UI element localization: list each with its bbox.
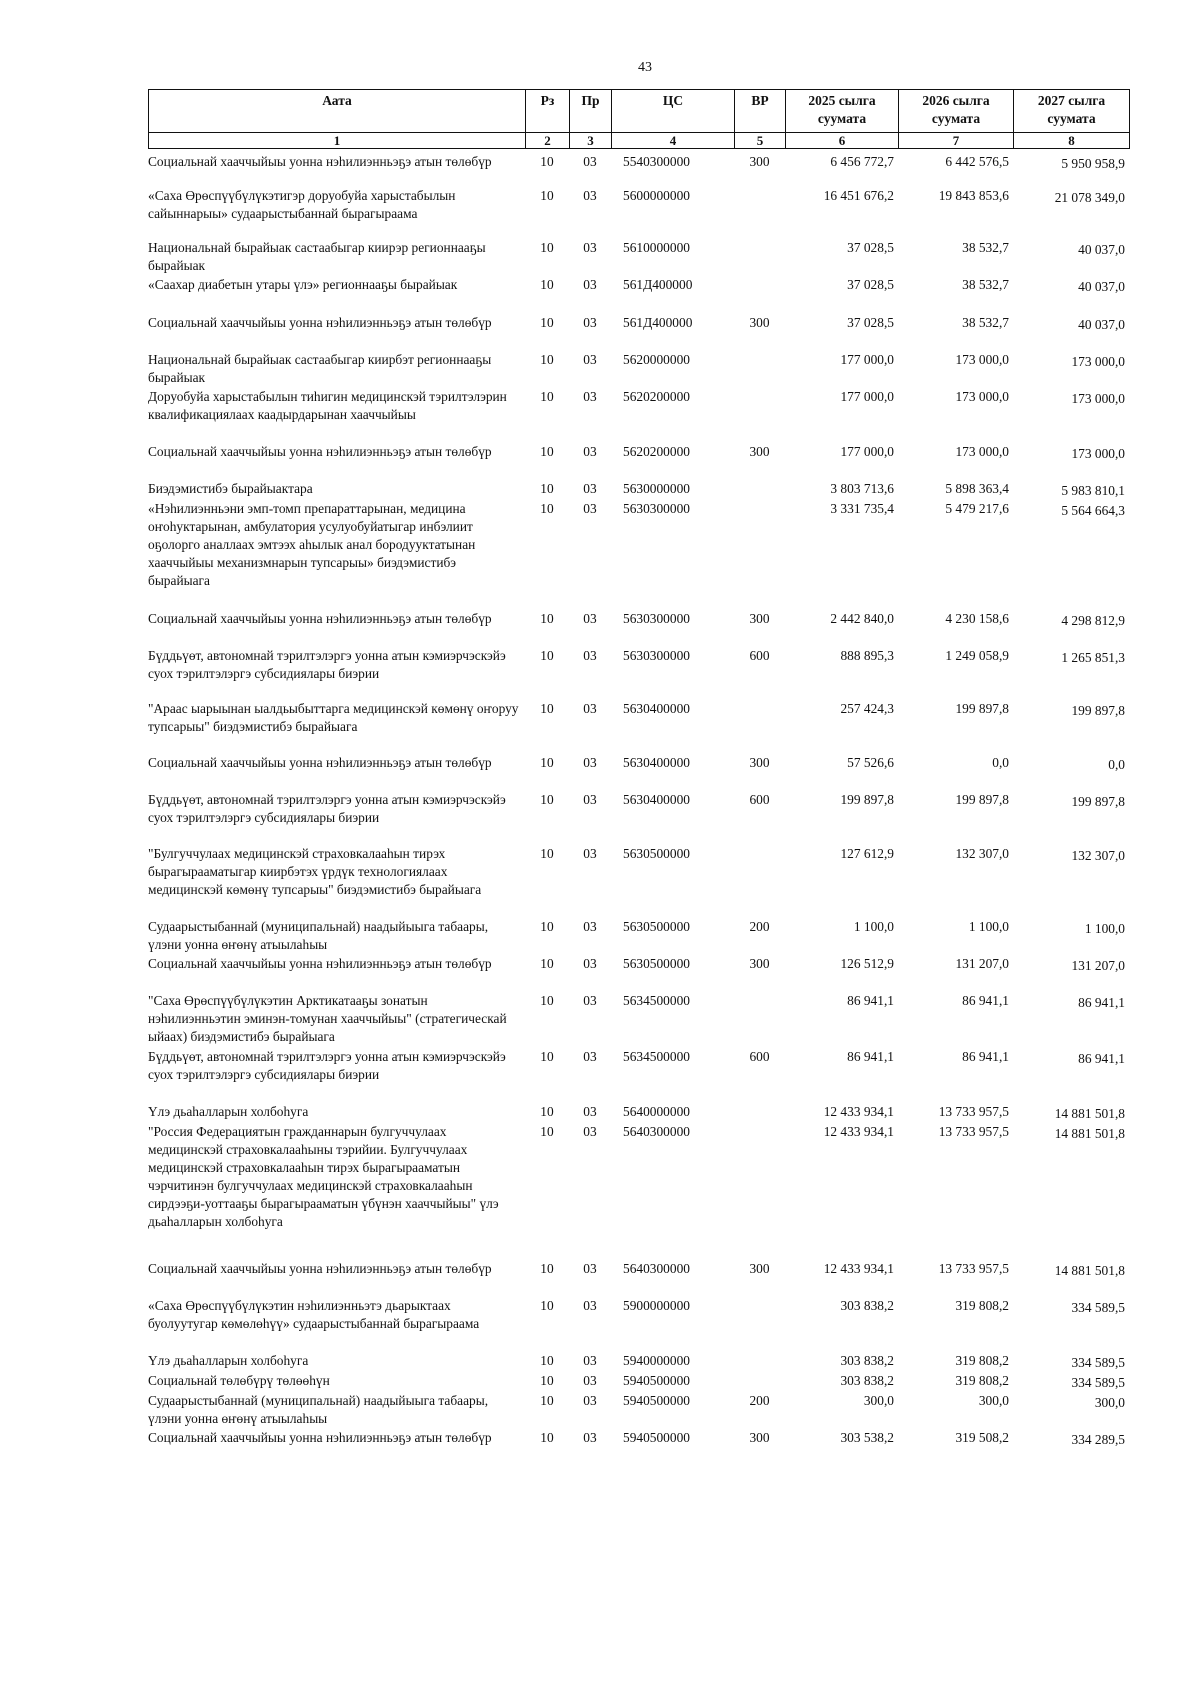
- row-pr: 03: [583, 1298, 597, 1313]
- row-amount-2027: 334 589,5: [1071, 1355, 1125, 1370]
- row-rz: 10: [540, 1353, 554, 1368]
- column-number: 8: [1014, 133, 1130, 149]
- row-vr-code: [734, 239, 785, 276]
- row-pr: 03: [583, 648, 597, 663]
- table-row: [148, 1372, 1129, 1392]
- row-amount-2026: 199 897,8: [955, 792, 1009, 807]
- row-amount-2027: 334 589,5: [1071, 1375, 1125, 1390]
- row-cs-code: 5630400000: [623, 792, 690, 807]
- row-cs-code: 5940000000: [623, 1353, 690, 1368]
- row-amount-2025: 300,0: [863, 1393, 894, 1408]
- row-pr: 03: [583, 611, 597, 626]
- table-row: [148, 955, 1129, 992]
- row-pr: 03: [583, 956, 597, 971]
- row-description: "Россия Федерациятын гражданнарын булгуччулаах медицинскэй страховкалааһыны тэрийии. Булгуччулаах медицинскэй страховкалааһын тирэх бырагырааматын чэрчитинэн булгуччулаах медицинскэй страховкалааһын сирдээҕи-уоттааҕы бырагырааматын үбүнэн хааччыйыы" үлэ дьаһалларын холбоһуга: [148, 1124, 499, 1229]
- row-description: "Булгуччулаах медицинскэй страховкалааһын тирэх бырагырааматыгар киирбэтэх үрдүк технологиялаах медицинскэй көмөнү тупсарыы" биэдэмистибэ бырайыага: [148, 846, 482, 897]
- row-rz: 10: [540, 315, 554, 330]
- column-number: 6: [786, 133, 899, 149]
- row-amount-2027: 173 000,0: [1071, 354, 1125, 369]
- table-row: [148, 187, 1129, 239]
- row-rz: 10: [540, 444, 554, 459]
- row-cs-code: 5540300000: [623, 154, 690, 169]
- row-description: Социальнай хааччыйыы уонна нэһилиэнньэҕэ атын төлөбүр: [148, 154, 492, 169]
- row-pr: 03: [583, 1373, 597, 1388]
- row-amount-2026: 0,0: [992, 755, 1009, 770]
- row-amount-2025: 12 433 934,1: [823, 1261, 894, 1276]
- row-rz: 10: [540, 501, 554, 516]
- column-number: 3: [570, 133, 612, 149]
- row-amount-2026: 131 207,0: [955, 956, 1009, 971]
- row-amount-2027: 40 037,0: [1078, 242, 1125, 257]
- row-description: Социальнай хааччыйыы уонна нэһилиэнньэҕэ атын төлөбүр: [148, 1261, 492, 1276]
- table-row: [148, 845, 1129, 918]
- row-cs-code: 5600000000: [623, 188, 690, 203]
- row-description: Национальнай бырайыак састаабыгар киирбэт регионнааҕы бырайыак: [148, 352, 492, 385]
- row-cs-code: 5640000000: [623, 1104, 690, 1119]
- row-amount-2026: 4 230 158,6: [945, 611, 1009, 626]
- row-amount-2026: 5 898 363,4: [945, 481, 1009, 496]
- row-pr: 03: [583, 846, 597, 861]
- row-pr: 03: [583, 315, 597, 330]
- page-number: 43: [638, 60, 652, 75]
- header-name: Аата: [149, 90, 526, 133]
- row-cs-code: 5620200000: [623, 444, 690, 459]
- row-amount-2027: 5 564 664,3: [1061, 503, 1125, 518]
- budget-table: [148, 153, 1129, 1466]
- row-vr-code: 300: [749, 1430, 770, 1445]
- row-vr-code: [734, 276, 785, 314]
- table-row: [148, 992, 1129, 1048]
- row-amount-2027: 5 950 958,9: [1061, 156, 1125, 171]
- column-number: 5: [735, 133, 786, 149]
- row-amount-2025: 126 512,9: [840, 956, 894, 971]
- row-amount-2027: 86 941,1: [1078, 995, 1125, 1010]
- row-amount-2026: 13 733 957,5: [938, 1261, 1009, 1276]
- row-rz: 10: [540, 792, 554, 807]
- table-row: [148, 388, 1129, 443]
- row-pr: 03: [583, 154, 597, 169]
- row-rz: 10: [540, 919, 554, 934]
- row-amount-2025: 303 838,2: [840, 1373, 894, 1388]
- row-amount-2026: 173 000,0: [955, 389, 1009, 404]
- row-vr-code: [734, 1297, 785, 1352]
- row-pr: 03: [583, 993, 597, 1008]
- row-pr: 03: [583, 389, 597, 404]
- row-rz: 10: [540, 154, 554, 169]
- row-pr: 03: [583, 701, 597, 716]
- row-amount-2027: 40 037,0: [1078, 279, 1125, 294]
- row-amount-2027: 334 589,5: [1071, 1300, 1125, 1315]
- column-number: 4: [612, 133, 735, 149]
- row-description: Бүддьүөт, автономнай тэрилтэлэргэ уонна атын кэмиэрчэскэйэ суох тэрилтэлэргэ субсидиялары биэрии: [148, 792, 506, 825]
- row-vr-code: 600: [749, 648, 770, 663]
- row-rz: 10: [540, 352, 554, 367]
- row-amount-2026: 86 941,1: [962, 993, 1009, 1008]
- row-vr-code: [734, 1352, 785, 1372]
- table-row: [148, 480, 1129, 500]
- row-description: Үлэ дьаһалларын холбоһуга: [148, 1353, 309, 1368]
- row-rz: 10: [540, 755, 554, 770]
- row-vr-code: 300: [749, 611, 770, 626]
- row-rz: 10: [540, 648, 554, 663]
- row-description: "Араас ыарыынан ыалдьыбыттарга медицинскэй көмөнү оҥоруу тупсарыы" биэдэмистибэ бырайыага: [148, 701, 519, 734]
- row-vr-code: [734, 1123, 785, 1260]
- row-description: «Саха Өрөспүүбүлүкэтигэр доруобуйа харыстабылын сайыннарыы» судаарыстыбаннай бырагыраама: [148, 188, 456, 221]
- row-pr: 03: [583, 1124, 597, 1139]
- table-row: [148, 700, 1129, 754]
- table-row: [148, 1392, 1129, 1429]
- row-vr-code: 300: [749, 755, 770, 770]
- header-rz: Рз: [526, 90, 570, 133]
- row-pr: 03: [583, 1104, 597, 1119]
- row-rz: 10: [540, 188, 554, 203]
- row-cs-code: 5620000000: [623, 352, 690, 367]
- table-row: [148, 314, 1129, 351]
- row-amount-2026: 199 897,8: [955, 701, 1009, 716]
- row-rz: 10: [540, 846, 554, 861]
- row-amount-2025: 2 442 840,0: [830, 611, 894, 626]
- table-row: [148, 239, 1129, 276]
- row-vr-code: [734, 480, 785, 500]
- row-description: Социальнай хааччыйыы уонна нэһилиэнньэҕэ атын төлөбүр: [148, 755, 492, 770]
- row-pr: 03: [583, 1393, 597, 1408]
- row-vr-code: [734, 500, 785, 610]
- row-cs-code: 5630000000: [623, 481, 690, 496]
- row-cs-code: 5634500000: [623, 993, 690, 1008]
- row-cs-code: 5630400000: [623, 755, 690, 770]
- row-amount-2025: 303 838,2: [840, 1353, 894, 1368]
- row-amount-2025: 86 941,1: [847, 993, 894, 1008]
- table-row: [148, 1103, 1129, 1123]
- row-cs-code: 5630500000: [623, 846, 690, 861]
- row-description: "Саха Өрөспүүбүлүкэтин Арктикатааҕы зонатын нэһилиэнньэтин эминэн-томунан хааччыйыы" (стратегическай ыйаах) биэдэмистибэ бырайыага: [148, 993, 507, 1044]
- table-row: [148, 351, 1129, 388]
- row-amount-2025: 127 612,9: [840, 846, 894, 861]
- row-description: Социальнай хааччыйыы уонна нэһилиэнньэҕэ атын төлөбүр: [148, 1430, 492, 1445]
- row-amount-2027: 334 289,5: [1071, 1432, 1125, 1447]
- row-amount-2025: 3 803 713,6: [830, 481, 894, 496]
- row-amount-2027: 1 265 851,3: [1061, 650, 1125, 665]
- row-cs-code: 5630300000: [623, 611, 690, 626]
- header-year-2026: 2026 сылга суумата: [899, 90, 1014, 133]
- row-amount-2026: 319 508,2: [955, 1430, 1009, 1445]
- row-description: Бүддьүөт, автономнай тэрилтэлэргэ уонна атын кэмиэрчэскэйэ суох тэрилтэлэргэ субсидиялары биэрии: [148, 1049, 506, 1082]
- row-amount-2026: 132 307,0: [955, 846, 1009, 861]
- row-description: «Саха Өрөспүүбүлүкэтин нэһилиэнньэтэ дьарыктаах буолуутугар көмөлөһүү» судаарыстыбаннай бырагыраама: [148, 1298, 480, 1331]
- row-cs-code: 5620200000: [623, 389, 690, 404]
- row-amount-2027: 14 881 501,8: [1054, 1126, 1125, 1141]
- row-amount-2025: 199 897,8: [840, 792, 894, 807]
- row-amount-2025: 257 424,3: [840, 701, 894, 716]
- row-amount-2025: 888 895,3: [840, 648, 894, 663]
- row-rz: 10: [540, 1393, 554, 1408]
- row-amount-2027: 132 307,0: [1071, 848, 1125, 863]
- column-number: 7: [899, 133, 1014, 149]
- row-pr: 03: [583, 188, 597, 203]
- table-row: [148, 647, 1129, 700]
- row-amount-2025: 3 331 735,4: [830, 501, 894, 516]
- row-amount-2027: 131 207,0: [1071, 958, 1125, 973]
- row-pr: 03: [583, 352, 597, 367]
- row-rz: 10: [540, 1261, 554, 1276]
- row-cs-code: 5630500000: [623, 919, 690, 934]
- row-amount-2027: 40 037,0: [1078, 317, 1125, 332]
- row-cs-code: 5630300000: [623, 648, 690, 663]
- row-vr-code: [734, 1372, 785, 1392]
- row-vr-code: 300: [749, 444, 770, 459]
- header-year-2027: 2027 сылга суумата: [1014, 90, 1130, 133]
- table-row: [148, 1260, 1129, 1297]
- row-description: Социальнай хааччыйыы уонна нэһилиэнньэҕэ атын төлөбүр: [148, 444, 492, 459]
- row-description: Бүддьүөт, автономнай тэрилтэлэргэ уонна атын кэмиэрчэскэйэ суох тэрилтэлэргэ субсидиялары биэрии: [148, 648, 506, 681]
- table-row: [148, 1352, 1129, 1372]
- row-description: Үлэ дьаһалларын холбоһуга: [148, 1104, 309, 1119]
- row-description: Судаарыстыбаннай (муниципальнай) наадыйыыга табаары, үлэни уонна өҥөнү атыылаһыы: [148, 919, 489, 952]
- row-amount-2027: 86 941,1: [1078, 1051, 1125, 1066]
- header-pr: Пр: [570, 90, 612, 133]
- row-amount-2027: 5 983 810,1: [1061, 483, 1125, 498]
- row-vr-code: [734, 351, 785, 388]
- row-vr-code: [734, 700, 785, 754]
- row-pr: 03: [583, 444, 597, 459]
- table-row: [148, 153, 1129, 187]
- row-cs-code: 5634500000: [623, 1049, 690, 1064]
- row-amount-2026: 1 100,0: [968, 919, 1009, 934]
- row-rz: 10: [540, 701, 554, 716]
- row-cs-code: 5900000000: [623, 1298, 690, 1313]
- row-description: Доруобуйа харыстабылын тиһигин медицинскэй тэрилтэлэрин квалификациялаах каадырдарынан хааччыйыы: [148, 389, 507, 422]
- row-pr: 03: [583, 1261, 597, 1276]
- row-amount-2026: 319 808,2: [955, 1373, 1009, 1388]
- row-description: Судаарыстыбаннай (муниципальнай) наадыйыыга табаары, үлэни уонна өҥөнү атыылаһыы: [148, 1393, 489, 1426]
- row-vr-code: 600: [749, 792, 770, 807]
- row-pr: 03: [583, 919, 597, 934]
- table-row: [148, 1048, 1129, 1103]
- row-amount-2027: 21 078 349,0: [1054, 190, 1125, 205]
- row-rz: 10: [540, 1430, 554, 1445]
- header-year-2025: 2025 сылга суумата: [786, 90, 899, 133]
- row-description: Социальнай хааччыйыы уонна нэһилиэнньэҕэ атын төлөбүр: [148, 956, 492, 971]
- row-pr: 03: [583, 501, 597, 516]
- row-description: «Саахар диабетын утары үлэ» регионнааҕы бырайыак: [148, 277, 458, 292]
- row-amount-2026: 13 733 957,5: [938, 1124, 1009, 1139]
- row-description: Биэдэмистибэ бырайыактара: [148, 481, 313, 496]
- row-vr-code: 200: [749, 919, 770, 934]
- row-cs-code: 5640300000: [623, 1261, 690, 1276]
- row-rz: 10: [540, 611, 554, 626]
- row-vr-code: 300: [749, 154, 770, 169]
- row-vr-code: [734, 1103, 785, 1123]
- row-cs-code: 5630400000: [623, 701, 690, 716]
- row-amount-2026: 86 941,1: [962, 1049, 1009, 1064]
- row-pr: 03: [583, 792, 597, 807]
- table-row: [148, 1429, 1129, 1466]
- table-row: [148, 610, 1129, 647]
- row-amount-2025: 37 028,5: [847, 315, 894, 330]
- row-pr: 03: [583, 755, 597, 770]
- row-cs-code: 5940500000: [623, 1393, 690, 1408]
- table-row: [148, 1123, 1129, 1260]
- table-row: [148, 500, 1129, 610]
- row-description: Социальнай хааччыйыы уонна нэһилиэнньэҕэ атын төлөбүр: [148, 315, 492, 330]
- row-pr: 03: [583, 1430, 597, 1445]
- row-rz: 10: [540, 956, 554, 971]
- row-amount-2026: 38 532,7: [962, 240, 1009, 255]
- row-amount-2025: 6 456 772,7: [830, 154, 894, 169]
- row-amount-2026: 38 532,7: [962, 315, 1009, 330]
- row-amount-2027: 1 100,0: [1084, 921, 1125, 936]
- row-amount-2025: 86 941,1: [847, 1049, 894, 1064]
- table-row: [148, 754, 1129, 791]
- row-amount-2026: 19 843 853,6: [938, 188, 1009, 203]
- row-amount-2025: 37 028,5: [847, 240, 894, 255]
- row-description: Национальнай бырайыак састаабыгар киирэр регионнааҕы бырайыак: [148, 240, 486, 273]
- row-amount-2025: 303 538,2: [840, 1430, 894, 1445]
- row-cs-code: 561Д400000: [623, 277, 693, 292]
- table-row: [148, 918, 1129, 955]
- table-row: [148, 791, 1129, 845]
- table-body: [148, 153, 1129, 1466]
- row-pr: 03: [583, 277, 597, 292]
- row-amount-2025: 177 000,0: [840, 352, 894, 367]
- row-vr-code: [734, 845, 785, 918]
- row-description: Социальнай хааччыйыы уонна нэһилиэнньэҕэ атын төлөбүр: [148, 611, 492, 626]
- row-amount-2026: 6 442 576,5: [945, 154, 1009, 169]
- row-amount-2025: 177 000,0: [840, 444, 894, 459]
- row-rz: 10: [540, 1373, 554, 1388]
- row-amount-2026: 300,0: [978, 1393, 1009, 1408]
- row-amount-2025: 12 433 934,1: [823, 1124, 894, 1139]
- row-amount-2027: 173 000,0: [1071, 446, 1125, 461]
- table-row: [148, 1297, 1129, 1352]
- row-vr-code: 200: [749, 1393, 770, 1408]
- row-amount-2026: 319 808,2: [955, 1298, 1009, 1313]
- row-amount-2025: 12 433 934,1: [823, 1104, 894, 1119]
- row-amount-2026: 319 808,2: [955, 1353, 1009, 1368]
- table-row: [148, 276, 1129, 314]
- row-amount-2026: 5 479 217,6: [945, 501, 1009, 516]
- row-cs-code: 5640300000: [623, 1124, 690, 1139]
- row-amount-2026: 38 532,7: [962, 277, 1009, 292]
- column-number: 2: [526, 133, 570, 149]
- row-rz: 10: [540, 481, 554, 496]
- row-cs-code: 5630500000: [623, 956, 690, 971]
- row-vr-code: 300: [749, 956, 770, 971]
- row-amount-2027: 199 897,8: [1071, 703, 1125, 718]
- row-amount-2027: 4 298 812,9: [1061, 613, 1125, 628]
- row-pr: 03: [583, 1049, 597, 1064]
- row-pr: 03: [583, 1353, 597, 1368]
- row-amount-2025: 16 451 676,2: [823, 188, 894, 203]
- row-amount-2027: 14 881 501,8: [1054, 1263, 1125, 1278]
- row-cs-code: 5940500000: [623, 1373, 690, 1388]
- row-amount-2027: 173 000,0: [1071, 391, 1125, 406]
- row-vr-code: 300: [749, 315, 770, 330]
- row-vr-code: [734, 388, 785, 443]
- header-vr: ВР: [735, 90, 786, 133]
- row-rz: 10: [540, 993, 554, 1008]
- row-vr-code: [734, 187, 785, 239]
- row-amount-2025: 57 526,6: [847, 755, 894, 770]
- row-description: Социальнай төлөбүрү төлөөһүн: [148, 1373, 330, 1388]
- row-pr: 03: [583, 481, 597, 496]
- row-description: «Нэһилиэнньэни эмп-томп препараттарынан, медицина оҥоһуктарынан, амбулатория усулуобуйатыгар инбэлиит оҕолорго аналлаах эмтээх аһылык анал бородууктатынан хааччыйыы механизмнарын тупсарыы» биэдэмистибэ бырайыага: [148, 501, 476, 588]
- row-amount-2026: 13 733 957,5: [938, 1104, 1009, 1119]
- row-cs-code: 5610000000: [623, 240, 690, 255]
- table-row: [148, 443, 1129, 480]
- row-pr: 03: [583, 240, 597, 255]
- row-rz: 10: [540, 1104, 554, 1119]
- row-amount-2027: 0,0: [1108, 757, 1125, 772]
- row-vr-code: 300: [749, 1261, 770, 1276]
- header-cs: ЦС: [612, 90, 735, 133]
- row-cs-code: 561Д400000: [623, 315, 693, 330]
- row-amount-2025: 1 100,0: [853, 919, 894, 934]
- row-rz: 10: [540, 389, 554, 404]
- column-number: 1: [149, 133, 526, 149]
- table-header: [148, 89, 1130, 149]
- row-vr-code: 600: [749, 1049, 770, 1064]
- row-cs-code: 5630300000: [623, 501, 690, 516]
- row-rz: 10: [540, 240, 554, 255]
- row-amount-2026: 173 000,0: [955, 444, 1009, 459]
- row-cs-code: 5940500000: [623, 1430, 690, 1445]
- row-amount-2027: 300,0: [1094, 1395, 1125, 1410]
- row-amount-2025: 37 028,5: [847, 277, 894, 292]
- row-rz: 10: [540, 1298, 554, 1313]
- row-amount-2027: 14 881 501,8: [1054, 1106, 1125, 1121]
- row-amount-2026: 173 000,0: [955, 352, 1009, 367]
- row-amount-2026: 1 249 058,9: [945, 648, 1009, 663]
- row-amount-2027: 199 897,8: [1071, 794, 1125, 809]
- row-amount-2025: 303 838,2: [840, 1298, 894, 1313]
- row-rz: 10: [540, 1124, 554, 1139]
- row-vr-code: [734, 992, 785, 1048]
- row-rz: 10: [540, 1049, 554, 1064]
- row-amount-2025: 177 000,0: [840, 389, 894, 404]
- row-rz: 10: [540, 277, 554, 292]
